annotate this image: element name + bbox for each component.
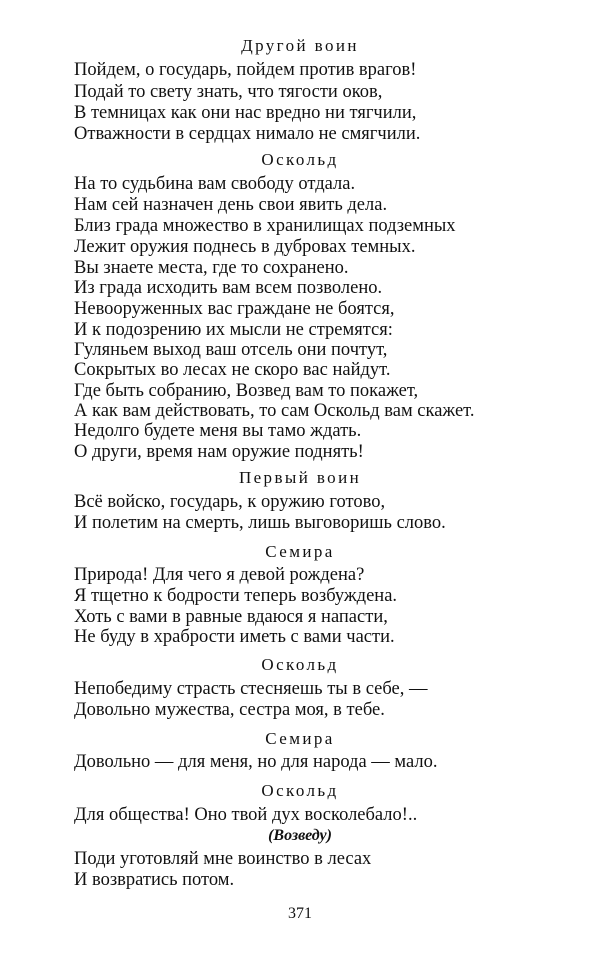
verse-line: В темницах как они нас вредно ни тягчили, bbox=[74, 103, 417, 123]
verse-line: Из града исходить вам всем позволено. bbox=[74, 278, 383, 298]
verse-line: Пойдем, о государь, пойдем против врагов! bbox=[74, 60, 417, 80]
verse-line: И к подозрению их мысли не стремятся: bbox=[74, 320, 393, 340]
speaker-heading: Первый воин bbox=[238, 468, 362, 487]
verse-line: Невооруженных вас граждане не боятся, bbox=[74, 299, 395, 319]
verse-line: Довольно — для меня, но для народа — мало. bbox=[74, 752, 438, 772]
verse-line: Близ града множество в хранилищах подземных bbox=[74, 216, 456, 236]
verse-line: Довольно мужества, сестра моя, в тебе. bbox=[74, 700, 385, 720]
verse-line: Поди уготовляй мне воинство в лесах bbox=[74, 849, 372, 869]
speaker-heading: Другой воин bbox=[241, 36, 359, 55]
verse-line: Вы знаете места, где то сохранено. bbox=[74, 258, 349, 278]
verse-line: Природа! Для чего я девой рождена? bbox=[74, 565, 365, 585]
speaker-heading: Семира bbox=[265, 729, 335, 748]
verse-line: Хоть с вами в равные вдаюся я напасти, bbox=[74, 607, 388, 627]
verse-line: На то судьбина вам свободу отдала. bbox=[74, 174, 356, 194]
verse-line: Я тщетно к бодрости теперь возбуждена. bbox=[74, 586, 398, 606]
verse-line: А как вам действовать, то сам Оскольд вам скажет. bbox=[74, 401, 475, 421]
verse-line: О други, время нам оружие поднять! bbox=[74, 442, 364, 462]
verse-line: Подай то свету знать, что тягости оков, bbox=[74, 82, 383, 102]
verse-line: Недолго будете меня вы тамо ждать. bbox=[74, 421, 362, 441]
verse-line: Сокрытых во лесах не скоро вас найдут. bbox=[74, 360, 391, 380]
verse-line: Где быть собранию, Возвед вам то покажет, bbox=[74, 381, 419, 401]
speaker-heading: Оскольд bbox=[261, 150, 339, 169]
verse-line: Отважности в сердцах нимало не смягчили. bbox=[74, 124, 421, 144]
verse-line: Нам сей назначен день свои явить дела. bbox=[74, 195, 388, 215]
speaker-heading: Семира bbox=[265, 542, 335, 561]
verse-line: Для общества! Оно твой дух восколебало!.. bbox=[74, 805, 418, 825]
verse-line: И полетим на смерть, лишь выговоришь слово. bbox=[74, 513, 446, 533]
speaker-heading: Оскольд bbox=[261, 655, 339, 674]
verse-line: Всё войско, государь, к оружию готово, bbox=[74, 492, 386, 512]
page-number: 371 bbox=[288, 905, 312, 922]
stage-direction: (Возведу) bbox=[268, 827, 332, 844]
verse-line: Гуляньем выход ваш отсель они почтут, bbox=[74, 340, 388, 360]
verse-line: Непобедиму страсть стесняешь ты в себе, — bbox=[74, 679, 428, 699]
speaker-heading: Оскольд bbox=[261, 781, 339, 800]
verse-line: И возвратись потом. bbox=[74, 870, 235, 890]
verse-line: Не буду в храбрости иметь с вами части. bbox=[74, 627, 395, 647]
verse-line: Лежит оружия поднесь в дубровах темных. bbox=[74, 237, 416, 257]
